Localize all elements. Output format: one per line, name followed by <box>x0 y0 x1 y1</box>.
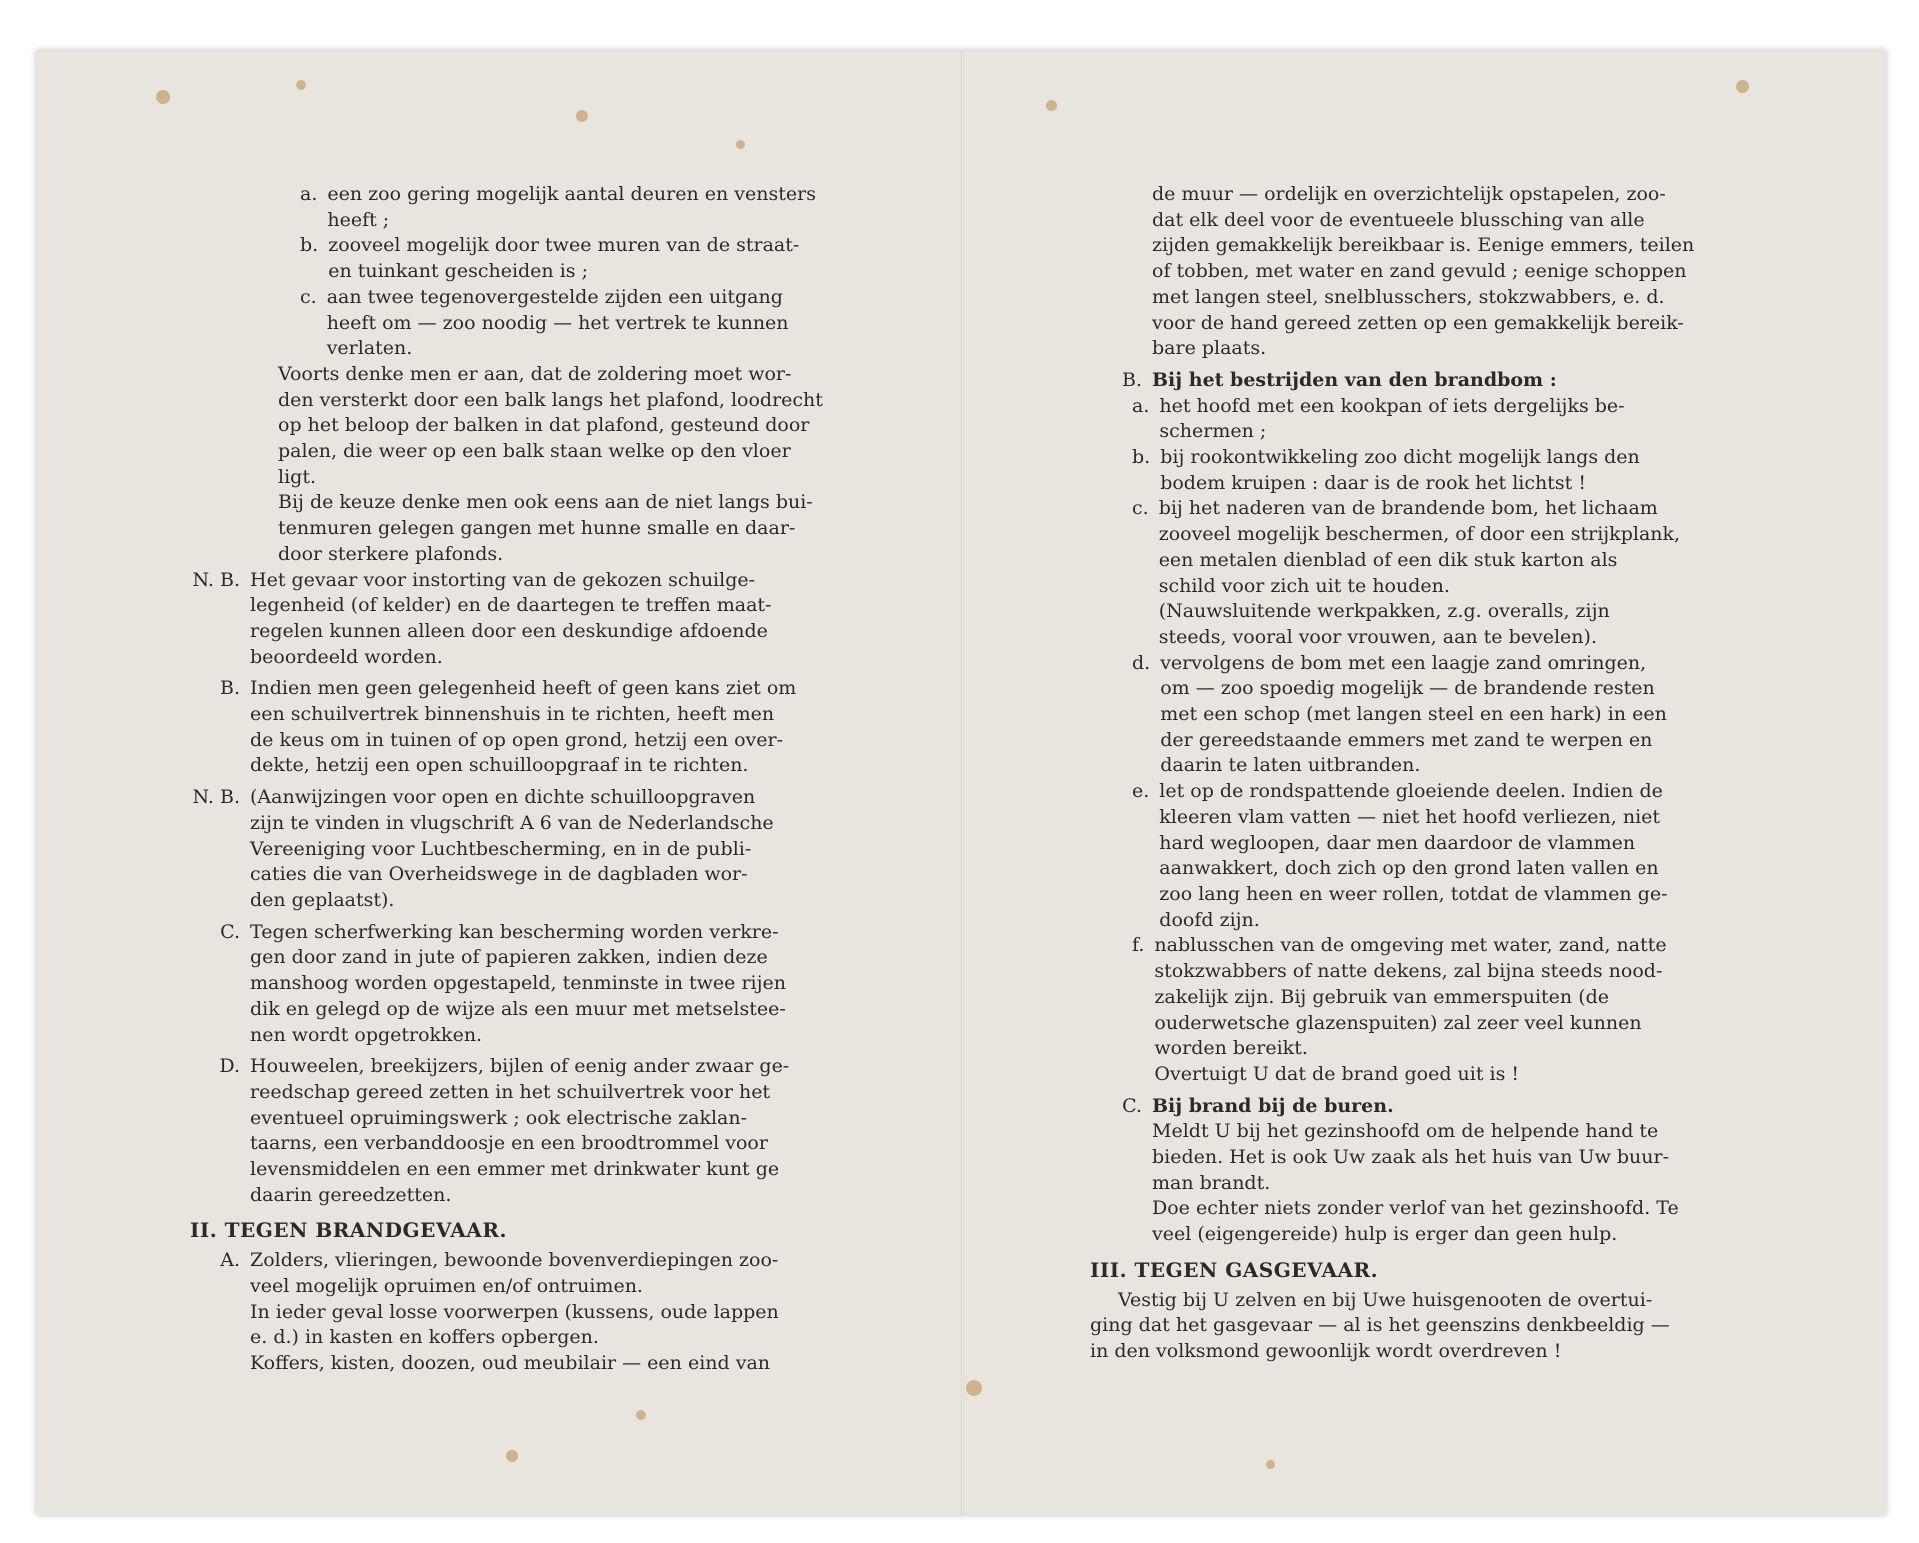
list-item <box>1090 445 1796 496</box>
foxing-spot <box>1266 1460 1275 1469</box>
note-item <box>182 568 890 671</box>
section-marker: A. <box>220 1249 240 1272</box>
foxing-spot <box>966 1380 982 1396</box>
section-item <box>182 920 890 1049</box>
subsection-title: Bij brand bij de buren. <box>1152 1094 1394 1117</box>
foxing-spot <box>636 1410 646 1420</box>
section-marker: B. <box>1121 368 1142 391</box>
right-page <box>1090 182 1796 1365</box>
list-marker: a. <box>300 183 318 205</box>
paragraph: de muur — ordelijk en overzichtelijk opstapelen, zoo- dat elk deel voor de eventueele blussching van alle zijden gemakkelijk bereikbaar is. Eenige emmers, teilen of tobben, met water en zand gevuld ; eenige schoppen met langen steel, snelblusschers, stokzwabbers, e. d. voor de hand gereed zetten op een gemakkelijk bereik- bare plaats. <box>1152 183 1695 360</box>
paragraph: Vestig bij U zelven en bij Uwe huisgenooten de overtui- ging dat het gasgevaar — al is het geenszins denkbeeldig — in den volksmond gewoonlijk wordt overdreven ! <box>1090 1288 1670 1362</box>
note-text: Het gevaar voor instorting van de gekozen schuilge- legenheid (of kelder) en de daartegen te treffen maat- regelen kunnen alleen door een deskundige afdoende beoordeeld worden. <box>250 568 772 668</box>
list-text: het hoofd met een kookpan of iets dergelijks be- schermen ; <box>1159 394 1625 443</box>
paragraph: Meldt U bij het gezinshoofd om de helpende hand te bieden. Het is ook Uw zaak als het huis van Uw buur- man brandt. Doe echter niets zonder verlof van het gezinshoofd. Te veel (eigengereide) hulp is erger dan geen hulp. <box>1152 1120 1679 1246</box>
foxing-spot <box>506 1450 518 1462</box>
list-item <box>1090 933 1796 1087</box>
list-text: nablusschen van de omgeving met water, zand, natte stokzwabbers of natte dekens, zal bijna steeds nood- zakelijk zijn. Bij gebruik van emmerspuiten (de ouderwetsche glazenspuiten) zal zeer veel kunnen worden bereikt. Overtuigt U dat de brand goed uit is ! <box>1154 934 1667 1085</box>
subsection-title: Bij het bestrijden van den brandbom : <box>1152 368 1557 391</box>
list-item <box>1090 651 1796 780</box>
section-item <box>182 1054 890 1208</box>
list-text: let op de rondspattende gloeiende deelen. Indien de kleeren vlam vatten — niet het hoofd verliezen, niet hard wegloopen, daar men daardoor de vlammen aanwakkert, doch zich op den grond laten vallen en zoo lang heen en weer rollen, totdat de vlammen ge- doofd zijn. <box>1159 780 1668 931</box>
list-marker: d. <box>1132 651 1151 674</box>
note-marker: N. B. <box>192 786 240 809</box>
list-marker: b. <box>300 234 319 257</box>
subsection-heading <box>1090 1094 1796 1120</box>
section-heading: III. TEGEN GASGEVAAR. <box>1090 1257 1379 1282</box>
list-text: een zoo gering mogelijk aantal deuren en vensters heeft ; <box>327 183 816 231</box>
section-item <box>182 1248 890 1377</box>
list-item <box>1090 496 1796 650</box>
section-text: Indien men geen gelegenheid heeft of geen kans ziet om een schuilvertrek binnenshuis in te richten, heeft men de keus om in tuinen of op open grond, hetzij een over- dekte, hetzij een open schuilloopgraaf in te richten. <box>250 677 797 777</box>
foxing-spot <box>1736 80 1749 93</box>
list-marker: e. <box>1132 780 1150 803</box>
list-text: zooveel mogelijk door twee muren van de straat- en tuinkant gescheiden is ; <box>328 234 800 283</box>
foxing-spot <box>156 90 170 104</box>
section-marker: C. <box>220 920 240 943</box>
note-text: (Aanwijzingen voor open en dichte schuilloopgraven zijn te vinden in vlugschrift A 6 van de Nederlandsche Vereeniging voor Luchtbescherming, en in de publi- caties die van Overheidswege in de dagbladen wor- den geplaatst). <box>250 786 774 911</box>
foxing-spot <box>736 140 745 149</box>
list-item <box>1090 779 1796 933</box>
list-marker: c. <box>300 285 317 308</box>
list-marker: a. <box>1132 394 1150 417</box>
list-text: aan twee tegenovergestelde zijden een uitgang heeft om — zoo noodig — het vertrek te kunnen verlaten. <box>326 285 789 360</box>
list-marker: b. <box>1132 446 1151 469</box>
note-item <box>182 785 890 914</box>
list-text: bij het naderen van de brandende bom, het lichaam zooveel mogelijk beschermen, of door een strijkplank, een metalen dienblad of een dik stuk karton als schild voor zich uit te houden. (Nauwsluitende werkpakken, z.g. overalls, zijn steeds, vooral voor vrouwen, aan te bevelen). <box>1158 497 1681 648</box>
section-item <box>182 676 890 779</box>
center-fold <box>961 50 964 1515</box>
section-text: Houweelen, breekijzers, bijlen of eenig ander zwaar ge- reedschap gereed zetten in het schuilvertrek voor het eventueel opruimingswerk ; ook electrische zaklan- taarns, een verbanddoosje en een broodtrommel voor levensmiddelen en een emmer met drinkwater kunt ge daarin gereedzetten. <box>250 1055 790 1206</box>
note-marker: N. B. <box>192 568 240 591</box>
list-text: bij rookontwikkeling zoo dicht mogelijk langs den bodem kruipen : daar is de rook het lichtst ! <box>1160 446 1640 494</box>
list-item <box>182 285 890 362</box>
document-sheet <box>36 50 1886 1515</box>
list-item <box>182 233 890 284</box>
section-text: Tegen scherfwerking kan bescherming worden verkre- gen door zand in jute of papieren zakken, indien deze manshoog worden opgestapeld, tenminste in twee rijen dik en gelegd op de wijze als een muur met metselstee- nen wordt opgetrokken. <box>250 920 786 1046</box>
list-marker: c. <box>1132 497 1149 520</box>
section-heading: II. TEGEN BRANDGEVAAR. <box>190 1218 507 1243</box>
foxing-spot <box>576 110 588 122</box>
foxing-spot <box>1046 100 1057 111</box>
list-text: vervolgens de bom met een laagje zand omringen, om — zoo spoedig mogelijk — de brandende resten met een schop (met langen steel en een hark) in een der gereedstaande emmers met zand te werpen en daarin te laten uitbranden. <box>1160 651 1667 777</box>
left-page <box>182 182 890 1377</box>
section-marker: D. <box>219 1055 240 1078</box>
section-text: Zolders, vlieringen, bewoonde bovenverdiepingen zoo- veel mogelijk opruimen en/of ontruimen. In ieder geval losse voorwerpen (kussens, oude lappen e. d.) in kasten en koffers opbergen. Koffers, kisten, doozen, oud meubilair — een eind van <box>250 1249 779 1374</box>
section-marker: C. <box>1122 1094 1142 1117</box>
subsection-heading <box>1090 368 1796 394</box>
list-item <box>1090 394 1796 445</box>
section-marker: B. <box>219 677 240 700</box>
list-marker: f. <box>1132 934 1145 957</box>
list-item <box>182 182 890 233</box>
paragraph: Voorts denke men er aan, dat de zoldering moet wor- den versterkt door een balk langs het plafond, loodrecht op het beloop der balken in dat plafond, gesteund door palen, die weer op een balk staan welke op den vloer ligt. Bij de keuze denke men ook eens aan de niet langs bui- tenmuren gelegen gangen met hunne smalle en daar- door sterkere plafonds. <box>278 362 823 565</box>
foxing-spot <box>296 80 306 90</box>
